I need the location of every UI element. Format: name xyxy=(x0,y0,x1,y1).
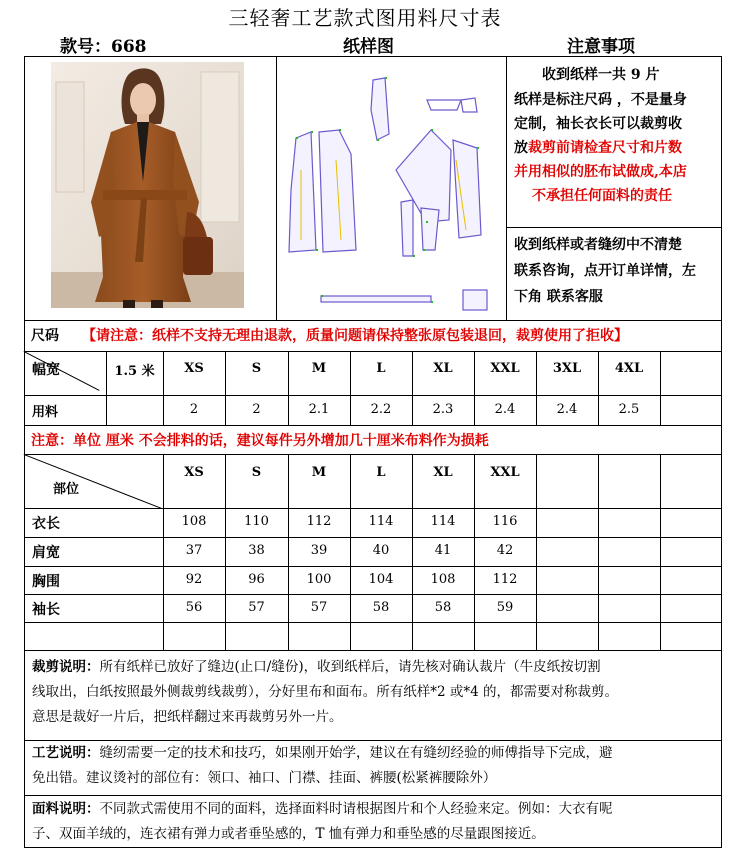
measure-size-header: L xyxy=(376,465,386,480)
craft-instructions: 工艺说明：缝纫需要一定的技术和技巧，如果刚开始学，建议在有缝纫经验的师傅指导下完成，避 免出错。建议烫衬的部位有：领口、袖口、门襟、挂面、裤腰(松紧裤腰除外） xyxy=(32,745,613,786)
measure-cell: 58 xyxy=(372,600,390,615)
measure-cell: 100 xyxy=(306,572,332,587)
measure-cell: 42 xyxy=(496,543,514,558)
measure-cell: 58 xyxy=(434,600,452,615)
measure-cell: 41 xyxy=(434,543,452,558)
fabric-usage-cell: 2.4 xyxy=(556,402,578,417)
sewing-pattern-diagram xyxy=(281,70,497,315)
measure-size-header: XXL xyxy=(490,465,520,480)
measure-cell: 112 xyxy=(306,514,332,529)
part-label: 部位 xyxy=(53,482,80,497)
cutting-label: 裁剪说明： xyxy=(32,659,100,675)
measure-size-header: XL xyxy=(433,465,453,480)
check-note-prefix: 放 xyxy=(514,140,528,156)
measure-size-header: S xyxy=(251,465,262,480)
measure-cell: 57 xyxy=(310,600,328,615)
measure-size-header: XS xyxy=(184,465,204,480)
fabric-size-header: XS xyxy=(184,361,204,376)
measure-size-header: M xyxy=(311,465,327,480)
net-size-note-line2: 定制，袖长衣长可以裁剪收 xyxy=(514,116,682,132)
measure-cell: 110 xyxy=(244,514,269,529)
net-size-note-line1: 纸样是标注尺码 ，不是量身 xyxy=(514,92,687,108)
fabric-size-header: XXL xyxy=(490,361,520,376)
measure-cell: 108 xyxy=(181,514,207,529)
contact-note-line2: 联系咨询，点开订单详情，左 xyxy=(514,263,696,279)
style-number: 款号：668 xyxy=(60,37,147,57)
fabric-usage-cell: 2.2 xyxy=(370,402,392,417)
cutting-instructions: 裁剪说明：所有纸样已放好了缝边(止口/缝份)，收到纸样后，请先核对确认裁片（牛皮纸按切割 线取出，白纸按照最外侧裁剪线裁剪），分好里布和面布。所有纸样*2 或*4 的，都需要对称裁剪。 意思是裁好一片后，把纸样翻过来再裁剪另外一片。 xyxy=(32,659,619,725)
measure-cell: 108 xyxy=(430,572,456,587)
fabric-usage-cell: 2.5 xyxy=(618,402,640,417)
fabric-usage-label: 用料 xyxy=(32,405,59,420)
garment-photo xyxy=(51,62,244,308)
measure-cell: 37 xyxy=(185,543,203,558)
measure-cell: 38 xyxy=(248,543,265,558)
fabric-size-header: S xyxy=(251,361,262,376)
size-label: 尺码 xyxy=(31,328,59,344)
measure-cell: 114 xyxy=(368,514,394,529)
fabric-size-header: 3XL xyxy=(552,361,582,376)
fabric-size-header: XL xyxy=(433,361,453,376)
fabric-width-value: 1.5 米 xyxy=(114,364,155,379)
row-label-length: 衣长 xyxy=(32,516,60,532)
fabric-usage-cell: 2.4 xyxy=(494,402,516,417)
fabric-size-header: M xyxy=(311,361,327,376)
measure-cell: 92 xyxy=(185,572,203,587)
measure-cell: 96 xyxy=(248,572,265,587)
check-note-red-line1: 裁剪前请检查尺寸和片数 xyxy=(528,140,682,156)
measure-cell: 39 xyxy=(310,543,328,558)
measure-cell: 112 xyxy=(492,572,518,587)
fabric-note-label: 面料说明： xyxy=(32,801,100,817)
received-pieces-note: 收到纸样一共 9 片 xyxy=(542,67,660,83)
unit-note: 注意：单位 厘米 不会排料的话，建议每件另外增加几十厘米布料作为损耗 xyxy=(31,433,489,449)
fabric-size-header: 4XL xyxy=(614,361,644,376)
row-label-sleeve: 袖长 xyxy=(32,602,60,618)
measure-cell: 104 xyxy=(368,572,394,587)
refund-warning: 【请注意：纸样不支持无理由退款，质量问题请保持整张原包装退回，裁剪使用了拒收】 xyxy=(82,328,628,344)
check-note-red-line3: 不承担任何面料的责任 xyxy=(532,188,672,204)
fabric-usage-cell: 2.3 xyxy=(432,402,454,417)
fabric-width-label: 幅宽 xyxy=(32,362,60,378)
craft-label: 工艺说明： xyxy=(32,745,100,761)
row-label-shoulder: 肩宽 xyxy=(32,545,60,561)
notice-heading: 注意事项 xyxy=(567,37,635,57)
fabric-usage-cell: 2 xyxy=(189,402,199,417)
measure-cell: 114 xyxy=(430,514,456,529)
contact-note-line1: 收到纸样或者缝纫中不清楚 xyxy=(514,237,682,253)
check-note-red-line2: 并用相似的胚布试做成,本店 xyxy=(514,164,687,180)
contact-note-line3: 下角 联系客服 xyxy=(514,289,603,305)
fabric-size-header: L xyxy=(376,361,386,376)
measure-cell: 40 xyxy=(372,543,390,558)
measure-cell: 59 xyxy=(496,600,514,615)
fabric-usage-cell: 2.1 xyxy=(308,402,330,417)
measure-cell: 57 xyxy=(248,600,265,615)
fabric-instructions: 面料说明：不同款式需使用不同的面料，选择面料时请根据图片和个人经验来定。例如：大衣有呢 子、双面羊绒的，连衣裙有弹力或者垂坠感的，T 恤有弹力和垂坠感的尽量跟图接近。 xyxy=(32,801,613,842)
page-title: 三轻奢工艺款式图用料尺寸表 xyxy=(228,6,502,30)
row-label-chest: 胸围 xyxy=(32,574,60,590)
pattern-heading: 纸样图 xyxy=(343,37,394,57)
fabric-usage-cell: 2 xyxy=(252,402,261,417)
measure-cell: 56 xyxy=(185,600,203,615)
measure-cell: 116 xyxy=(492,514,518,529)
